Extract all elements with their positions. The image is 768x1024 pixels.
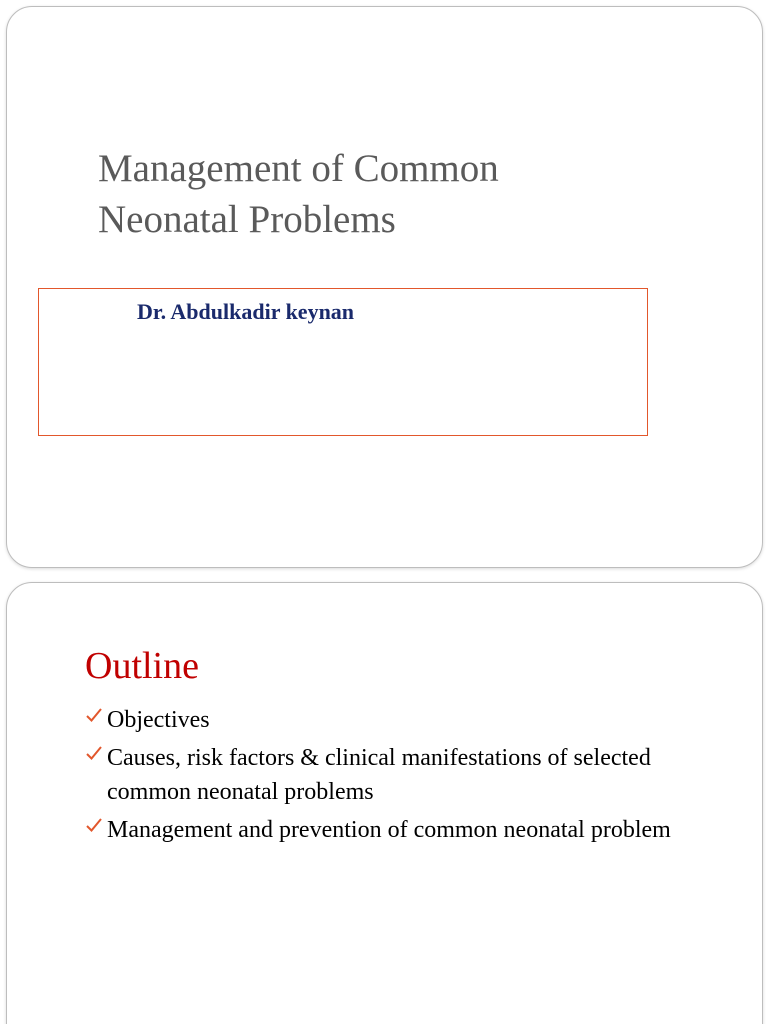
list-item-text: Management and prevention of common neonatal problem <box>107 817 671 843</box>
presentation-title <box>98 143 658 245</box>
list-item <box>85 741 685 809</box>
title-slide <box>6 6 763 568</box>
list-item <box>85 813 685 847</box>
list-item <box>85 703 685 737</box>
list-item-text: Objectives <box>107 707 210 733</box>
outline-list <box>85 703 685 851</box>
check-icon <box>85 816 103 834</box>
author-name: Dr. Abdulkadir keynan <box>137 299 355 324</box>
check-icon <box>85 706 103 724</box>
outline-slide <box>6 582 763 1024</box>
list-item-text: Causes, risk factors & clinical manifestations of selected common neonatal problems <box>107 745 651 805</box>
check-icon <box>85 744 103 762</box>
author-box <box>38 288 648 436</box>
title-line-2: Neonatal Problems <box>98 198 396 241</box>
title-line-1: Management of Common <box>98 147 499 190</box>
outline-title: Outline <box>85 645 199 687</box>
